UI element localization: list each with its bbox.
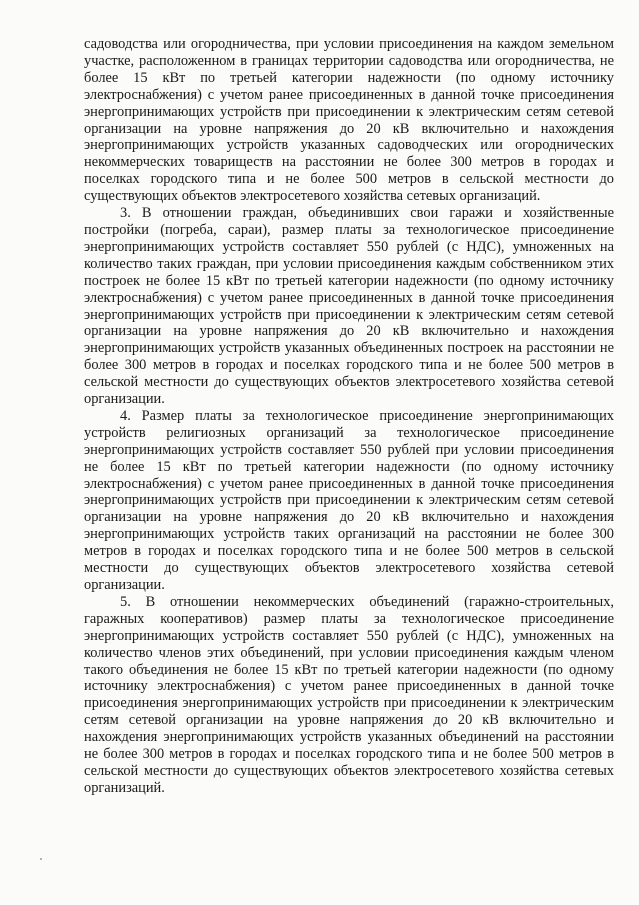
document-body: [84, 36, 614, 797]
scan-speck: [40, 858, 42, 860]
paragraph-item-3: 3. В отношении граждан, объединивших свои гаражи и хозяйственные постройки (погреба, сараи), размер платы за технологическое присоединение энергопринимающих устройств составляет 550 рублей (с НДС), умноженных на количество таких граждан, при условии присоединения каждым собственником этих построек не более 15 кВт по третьей категории надежности (по одному источнику электроснабжения) с учетом ранее присоединенных в данной точке присоединения энергопринимающих устройств при присоединении к электрическим сетям сетевой организации на уровне напряжения до 20 кВ включительно и нахождения энергопринимающих устройств указанных объединенных построек на расстоянии не более 300 метров в городах и поселках городского типа и не более 500 метров в сельской местности до существующих объектов электросетевого хозяйства сетевой организации.: [84, 205, 614, 408]
paragraph-continuation: садоводства или огородничества, при условии присоединения на каждом земельном участке, расположенном в границах территории садоводства или огородничества, не более 15 кВт по третьей категории надежности (по одному источнику электроснабжения) с учетом ранее присоединенных в данной точке присоединения энергопринимающих устройств при присоединении к электрическим сетям сетевой организации на уровне напряжения до 20 кВ включительно и нахождения энергопринимающих устройств указанных садоводческих или огороднических некоммерческих товариществ на расстоянии не более 300 метров в городах и поселках городского типа и не более 500 метров в сельской местности до существующих объектов электросетевого хозяйства сетевых организаций.: [84, 36, 614, 205]
paragraph-item-4: 4. Размер платы за технологическое присоединение энергопринимающих устройств религиозных организаций за технологическое присоединение энергопринимающих устройств составляет 550 рублей при условии присоединения не более 15 кВт по третьей категории надежности (по одному источнику электроснабжения) с учетом ранее присоединенных в данной точке присоединения энергопринимающих устройств при присоединении к электрическим сетям сетевой организации на уровне напряжения до 20 кВ включительно и нахождения энергопринимающих устройств таких организаций на расстоянии не более 300 метров в городах и поселках городского типа и не более 500 метров в сельской местности до существующих объектов электросетевого хозяйства сетевой организации.: [84, 407, 614, 593]
paragraph-item-5: 5. В отношении некоммерческих объединений (гаражно-строительных, гаражных кооперативов) размер платы за технологическое присоединение энергопринимающих устройств составляет 550 рублей (с НДС), умноженных на количество членов этих объединений, при условии присоединения каждым членом такого объединения не более 15 кВт по третьей категории надежности (по одному источнику электроснабжения) с учетом ранее присоединенных в данной точке присоединения энергопринимающих устройств при присоединении к электрическим сетям сетевой организации на уровне напряжения до 20 кВ включительно и нахождения энергопринимающих устройств указанных объединений на расстоянии не более 300 метров в городах и поселках городского типа и не более 500 метров в сельской местности до существующих объектов электросетевого хозяйства сетевых организаций.: [84, 593, 614, 796]
